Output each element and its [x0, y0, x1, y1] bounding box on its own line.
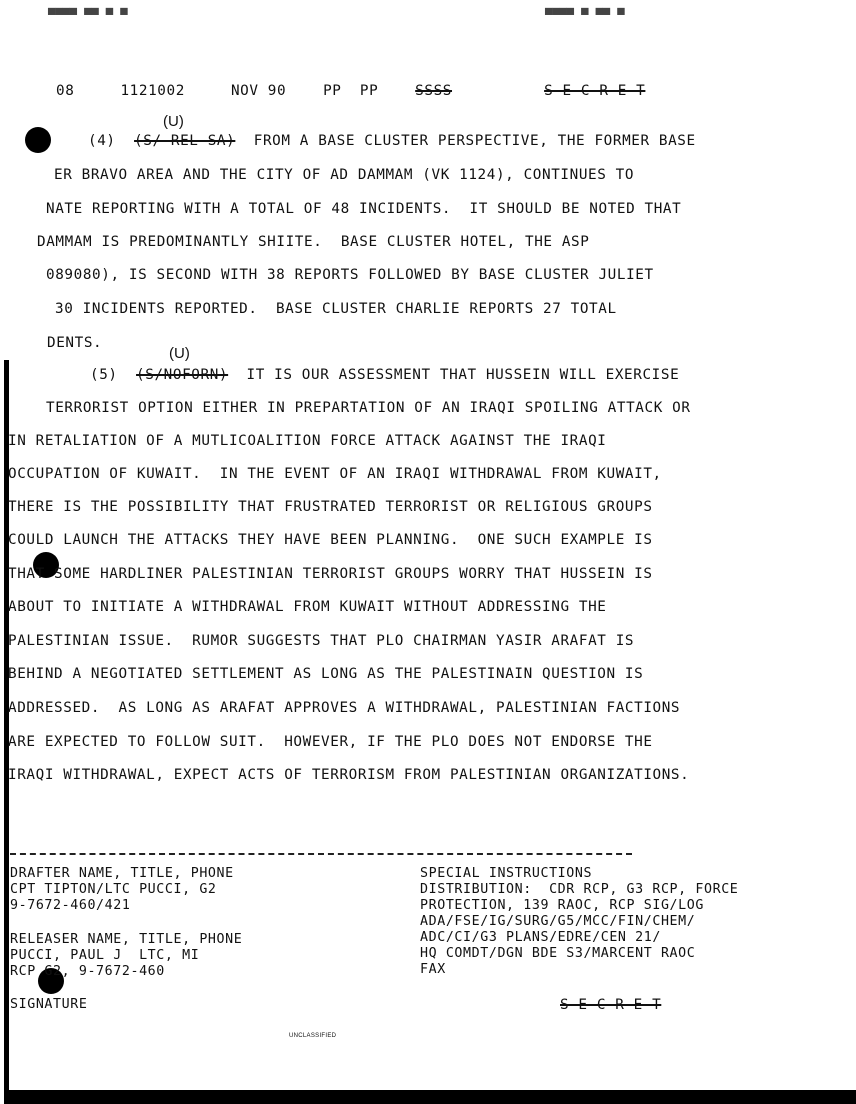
paragraph-5-number: (5): [90, 367, 118, 383]
paragraph-5-line-9: PALESTINIAN ISSUE. RUMOR SUGGESTS THAT PLO CHAIRMAN YASIR ARAFAT IS: [8, 633, 635, 649]
paragraph-4-line-2: ER BRAVO AREA AND THE CITY OF AD DAMMAM (VK 1124), CONTINUES TO: [54, 167, 635, 183]
paragraph-5-line-6: COULD LAUNCH THE ATTACKS THEY HAVE BEEN PLANNING. ONE SUCH EXAMPLE IS: [8, 532, 653, 548]
special-instructions-line-2: PROTECTION, 139 RAOC, RCP SIG/LOG: [420, 898, 704, 913]
classification-bottom: S E C R E T: [560, 997, 662, 1013]
releaser-name: PUCCI, PAUL J LTC, MI: [10, 948, 200, 963]
footer-divider: [10, 853, 632, 855]
paragraph-5-line-13: IRAQI WITHDRAWAL, EXPECT ACTS OF TERRORISM FROM PALESTINIAN ORGANIZATIONS.: [8, 767, 690, 783]
special-instructions-line-1: DISTRIBUTION: CDR RCP, G3 RCP, FORCE: [420, 882, 739, 897]
drafter-label: DRAFTER NAME, TITLE, PHONE: [10, 866, 234, 881]
paragraph-5-line-7: THAT SOME HARDLINER PALESTINIAN TERRORIST GROUPS WORRY THAT HUSSEIN IS: [8, 566, 653, 582]
header-struck-marking: SSSS: [415, 83, 453, 99]
paragraph-5-line-2: TERRORIST OPTION EITHER IN PREPARTATION OF AN IRAQI SPOILING ATTACK OR: [46, 400, 691, 416]
special-instructions-line-4: ADC/CI/G3 PLANS/EDRE/CEN 21/: [420, 930, 661, 945]
header-precedence-2: PP: [359, 83, 379, 99]
paragraph-5-portion-mark: (U): [169, 345, 190, 362]
header-line-number: 08: [56, 83, 75, 99]
paragraph-5-struck-classification: (S/NOFORN): [136, 367, 229, 383]
paragraph-4-line-7: DENTS.: [47, 335, 103, 351]
paragraph-5-line-3: IN RETALIATION OF A MUTLICOALITION FORCE ATTACK AGAINST THE IRAQI: [8, 433, 607, 449]
paragraph-5-line-1: (5) (S/NOFORN) IT IS OUR ASSESSMENT THAT HUSSEIN WILL EXERCISE: [90, 367, 680, 383]
signature-label: SIGNATURE: [10, 997, 88, 1012]
special-instructions-line-3: ADA/FSE/IG/SURG/G5/MCC/FIN/CHEM/: [420, 914, 696, 929]
punch-hole-top: [25, 127, 51, 153]
releaser-unit-phone: RCP G2, 9-7672-460: [10, 964, 165, 979]
paragraph-5-line-11: ADDRESSED. AS LONG AS ARAFAT APPROVES A WITHDRAWAL, PALESTINIAN FACTIONS: [8, 700, 681, 716]
paragraph-5-line-10: BEHIND A NEGOTIATED SETTLEMENT AS LONG AS THE PALESTINAIN QUESTION IS: [8, 666, 644, 682]
paragraph-5-line-8: ABOUT TO INITIATE A WITHDRAWAL FROM KUWAIT WITHOUT ADDRESSING THE: [8, 599, 607, 615]
paragraph-4-line-6: 30 INCIDENTS REPORTED. BASE CLUSTER CHARLIE REPORTS 27 TOTAL: [55, 301, 617, 317]
paragraph-4-struck-classification: (S/ REL SA): [134, 133, 236, 149]
scan-noise-top-2: ▀▀▀▀ ▀ ▀▀ ▀: [545, 8, 625, 22]
releaser-label: RELEASER NAME, TITLE, PHONE: [10, 932, 243, 947]
drafter-phone: 9-7672-460/421: [10, 898, 131, 913]
scan-edge-bottom: [4, 1090, 856, 1104]
paragraph-4-line-3: NATE REPORTING WITH A TOTAL OF 48 INCIDENTS. IT SHOULD BE NOTED THAT: [46, 201, 682, 217]
classification-top: S E C R E T: [544, 83, 646, 99]
header-date: NOV 90: [230, 83, 287, 99]
paragraph-4-line-5: 089080), IS SECOND WITH 38 REPORTS FOLLOWED BY BASE CLUSTER JULIET: [46, 267, 654, 283]
header-dtg: 1121002: [120, 83, 185, 99]
drafter-name: CPT TIPTON/LTC PUCCI, G2: [10, 882, 217, 897]
header-line: [56, 64, 645, 100]
special-instructions-label: SPECIAL INSTRUCTIONS: [420, 866, 593, 881]
special-instructions-line-5: HQ COMDT/DGN BDE S3/MARCENT RAOC: [420, 946, 696, 961]
paragraph-4-line-1: (4) (S/ REL SA) FROM A BASE CLUSTER PERSPECTIVE, THE FORMER BASE: [88, 133, 696, 149]
footer-unclassified-marking: UNCLASSIFIED: [289, 1033, 337, 1039]
paragraph-4-line-4: DAMMAM IS PREDOMINANTLY SHIITE. BASE CLUSTER HOTEL, THE ASP: [37, 234, 590, 250]
paragraph-4-portion-mark: (U): [163, 113, 184, 130]
special-instructions-line-6: FAX: [420, 962, 446, 977]
paragraph-5-line-12: ARE EXPECTED TO FOLLOW SUIT. HOWEVER, IF THE PLO DOES NOT ENDORSE THE: [8, 734, 653, 750]
paragraph-4-number: (4): [88, 133, 116, 149]
paragraph-5-line-4: OCCUPATION OF KUWAIT. IN THE EVENT OF AN IRAQI WITHDRAWAL FROM KUWAIT,: [8, 466, 662, 482]
scan-noise-top: ▀▀▀▀ ▀▀ ▀ ▀: [48, 8, 128, 22]
paragraph-5-line-5: THERE IS THE POSSIBILITY THAT FRUSTRATED TERRORIST OR RELIGIOUS GROUPS: [8, 499, 653, 515]
header-precedence-1: PP: [323, 83, 342, 99]
